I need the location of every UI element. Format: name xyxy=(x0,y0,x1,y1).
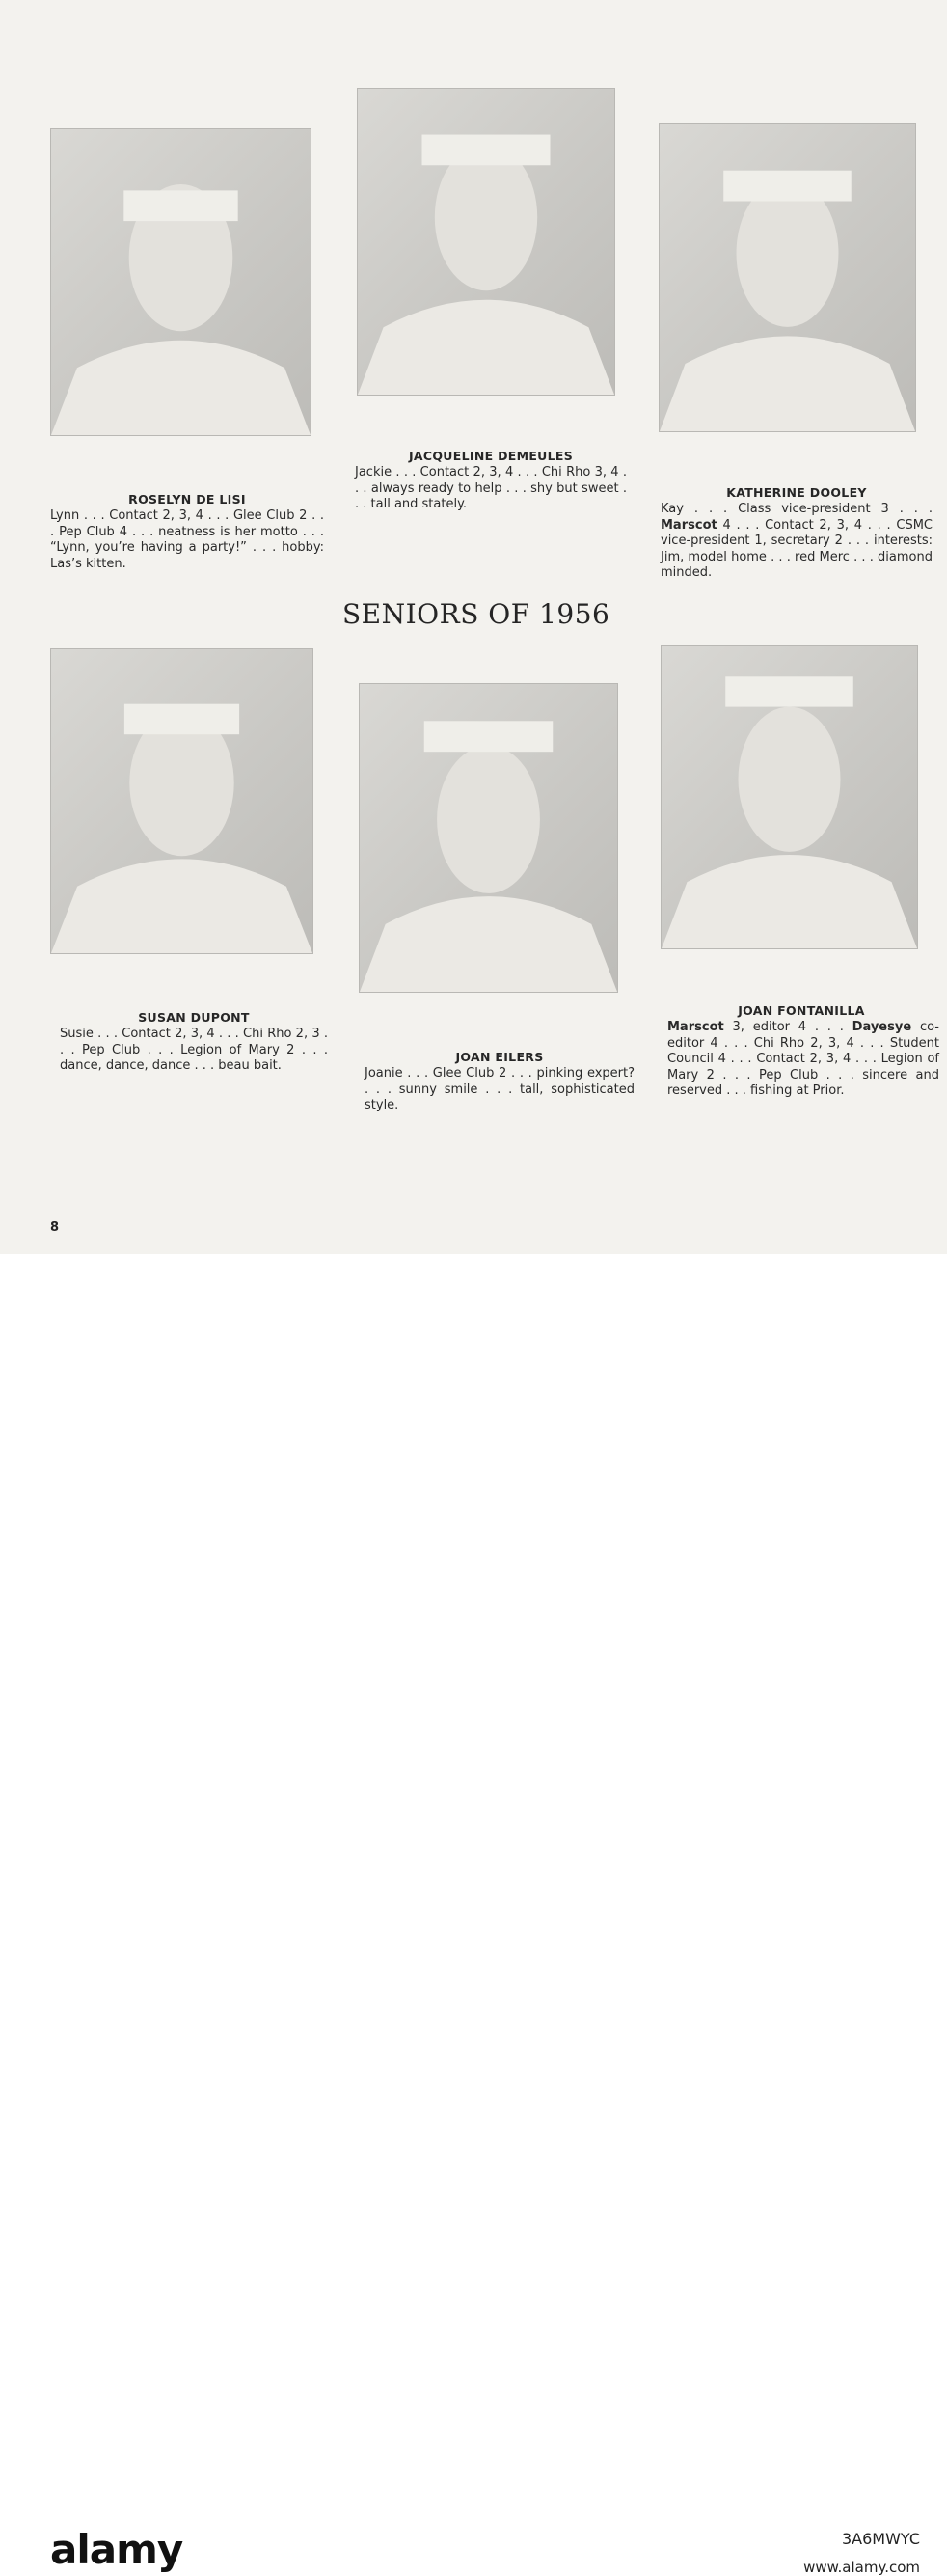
page-number: 8 xyxy=(50,1220,60,1235)
portrait-photo-joan-eilers xyxy=(359,683,618,993)
senior-name: JACQUELINE DEMEULES xyxy=(408,449,574,463)
portrait-photo-joan-fontanilla xyxy=(661,645,918,949)
senior-bio: Joanie . . . Glee Club 2 . . . pinking expert? . . . sunny smile . . . tall, sophisticated style. xyxy=(365,1066,635,1112)
senior-name: SUSAN DUPONT xyxy=(138,1010,250,1025)
senior-name: JOAN EILERS xyxy=(455,1050,544,1064)
portrait-photo-jacqueline xyxy=(357,88,615,396)
watermark-footer xyxy=(0,1254,947,2576)
portrait-photo-roselyn xyxy=(50,128,311,436)
image-id: 3A6MWYC xyxy=(842,2530,920,2548)
senior-name: ROSELYN DE LISI xyxy=(128,492,246,507)
yearbook-page xyxy=(0,0,947,1254)
senior-bio: Jackie . . . Contact 2, 3, 4 . . . Chi Rho 3, 4 . . . always ready to help . . . shy but sweet . . . tall and stately. xyxy=(355,465,627,511)
senior-name: KATHERINE DOOLEY xyxy=(726,485,867,500)
senior-bio: Marscot 3, editor 4 . . . Dayesye co-editor 4 . . . Chi Rho 2, 3, 4 . . . Student Council 4 . . . Contact 2, 3, 4 . . . Legion of Mary 2 . . . Pep Club . . . sincere and reserved . . . fishing at Prior. xyxy=(667,1020,940,1098)
senior-bio: Lynn . . . Contact 2, 3, 4 . . . Glee Club 2 . . . Pep Club 4 . . . neatness is her motto . . . “Lynn, you’re having a party!” . . . hobby: Las’s kitten. xyxy=(50,508,324,571)
alamy-logo: alamy xyxy=(50,2526,183,2573)
senior-name: JOAN FONTANILLA xyxy=(738,1003,865,1018)
senior-bio: Kay . . . Class vice-president 3 . . . Marscot 4 . . . Contact 2, 3, 4 . . . CSMC vice-president 1, secretary 2 . . . interests: Jim, model home . . . red Merc . . . diamond minded. xyxy=(661,502,933,580)
portrait-photo-susan xyxy=(50,648,313,954)
portrait-photo-katherine xyxy=(659,123,916,432)
site-url: www.alamy.com xyxy=(803,2559,920,2576)
page-title: SENIORS OF 1956 xyxy=(342,598,610,630)
senior-bio: Susie . . . Contact 2, 3, 4 . . . Chi Rho 2, 3 . . . Pep Club . . . Legion of Mary 2 . . . dance, dance, dance . . . beau bait. xyxy=(60,1027,328,1073)
